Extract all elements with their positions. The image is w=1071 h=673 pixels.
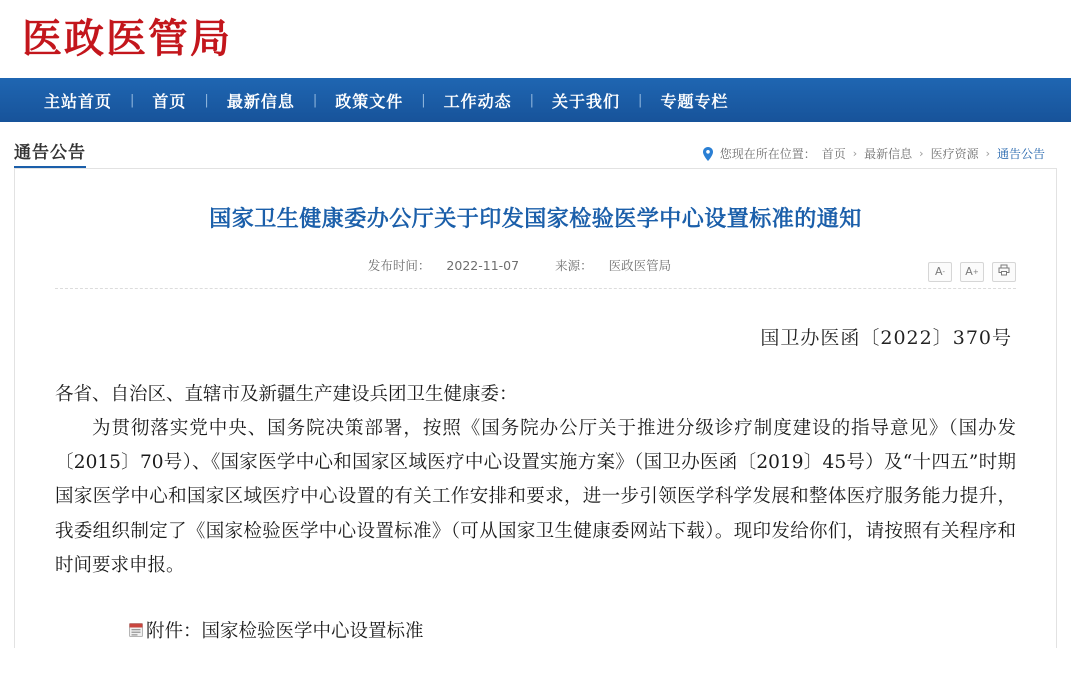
source-label: 来源：	[555, 257, 593, 273]
article-card	[14, 168, 1057, 648]
site-logo: 医政医管局	[22, 16, 232, 62]
article-body	[55, 378, 1016, 583]
nav-separator: |	[312, 92, 318, 108]
article-meta	[55, 256, 1016, 274]
document-number: 国卫办医函〔2022〕370号	[760, 326, 1012, 349]
breadcrumb-current: 通告公告	[996, 147, 1045, 161]
publish-time-value: 2022-11-07	[446, 257, 520, 273]
article-paragraph-1: 为贯彻落实党中央、国务院决策部署，按照《国务院办公厅关于推进分级诊疗制度建设的指导意见》（国办发〔2015〕70号）、《国家医学中心和国家区域医疗中心设置实施方案》（国卫办医函〔2019〕45号）及“十四五”时期国家医学中心和国家区域医疗中心设置的有关工作安排和要求，进一步引领医学科学发展和整体医疗服务能力提升，我委组织制定了《国家检验医学中心设置标准》（可从国家卫生健康委网站下载）。现印发给你们，请按照有关程序和时间要求申报。	[55, 418, 1016, 576]
nav-separator: |	[638, 92, 643, 108]
nav-item-policy-documents[interactable]: 政策文件	[335, 91, 404, 111]
article-title: 国家卫生健康委办公厅关于印发国家检验医学中心设置标准的通知	[209, 207, 862, 232]
attachment-label[interactable]: 附件：国家检验医学中心设置标准	[146, 621, 424, 643]
chevron-right-icon: ›	[852, 147, 858, 160]
article-meta-row	[55, 256, 1016, 289]
breadcrumb-prefix: 您现在所在位置：	[719, 147, 816, 161]
font-decrease-button[interactable]	[928, 262, 952, 282]
nav-item-work-updates[interactable]: 工作动态	[443, 91, 512, 111]
nav-separator: |	[130, 92, 135, 108]
nav-separator: |	[204, 92, 209, 108]
breadcrumb	[702, 145, 1045, 168]
chevron-right-icon: ›	[985, 147, 990, 160]
breadcrumb-item-latest-info[interactable]: 最新信息	[864, 147, 913, 161]
nav-item-main-home[interactable]: 主站首页	[44, 91, 113, 111]
breadcrumb-item-medical-resources[interactable]: 医疗资源	[930, 147, 979, 161]
font-increase-sup: +	[972, 267, 979, 276]
font-decrease-sup: -	[942, 267, 946, 276]
channel-header	[0, 122, 1071, 168]
article-paragraph-salutation: 各省、自治区、直辖市及新疆生产建设兵团卫生健康委：	[55, 383, 518, 405]
breadcrumb-item-home[interactable]: 首页	[821, 147, 846, 161]
attachment-file-icon	[91, 622, 107, 638]
font-decrease-label: A	[934, 265, 943, 279]
nav-item-about-us[interactable]: 关于我们	[552, 91, 621, 111]
location-pin-icon	[702, 147, 714, 161]
source	[555, 258, 687, 273]
main-navigation	[0, 78, 1071, 122]
nav-item-home[interactable]: 首页	[152, 91, 187, 111]
source-value: 医政医管局	[608, 257, 672, 273]
nav-separator: |	[421, 92, 426, 108]
publish-time	[368, 258, 535, 273]
nav-item-special-columns[interactable]: 专题专栏	[660, 91, 729, 111]
page-title: 通告公告	[14, 138, 86, 168]
publish-time-label: 发布时间：	[367, 257, 431, 273]
article-tools	[928, 262, 1016, 282]
chevron-right-icon: ›	[919, 147, 924, 160]
nav-separator: |	[529, 92, 535, 108]
nav-item-latest-info[interactable]: 最新信息	[226, 91, 295, 111]
print-button[interactable]	[992, 262, 1016, 282]
attachment-row[interactable]	[55, 617, 1016, 643]
site-masthead	[0, 0, 1071, 78]
font-increase-label: A	[965, 265, 973, 279]
printer-icon	[998, 264, 1010, 279]
font-increase-button[interactable]	[960, 262, 984, 282]
